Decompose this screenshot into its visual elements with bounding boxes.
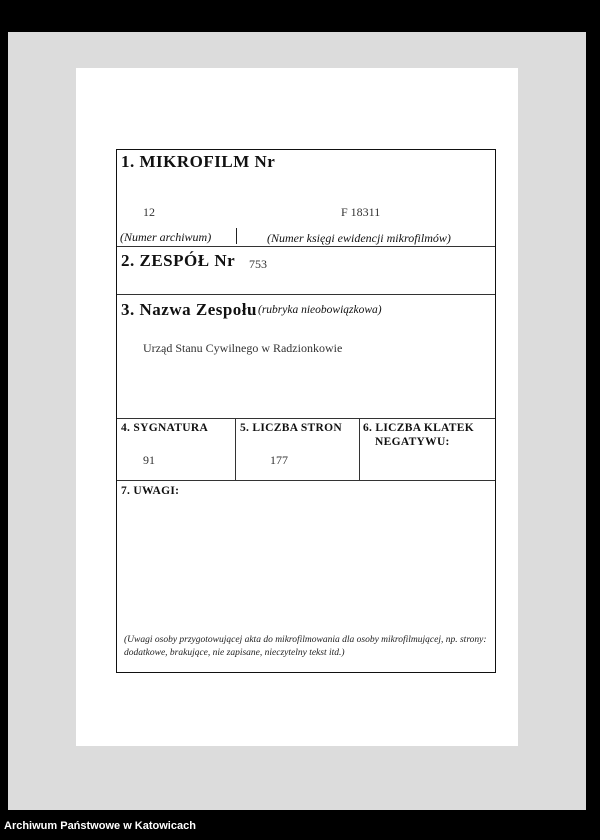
column-divider-1 <box>235 418 236 480</box>
divider-2 <box>117 294 495 295</box>
divider-3 <box>117 418 495 419</box>
archive-number-label: (Numer archiwum) <box>120 230 212 244</box>
uwagi-note: (Uwagi osoby przygotowującej akta do mikrofilmowania dla osoby mikrofilmującej, np. strony: dodatkowe, brakujące, nie zapisane, nieczytelny tekst itd.) <box>124 635 487 658</box>
sygnatura-value: 91 <box>143 453 155 467</box>
klatek-label-line1: 6. LICZBA KLATEK <box>363 422 474 434</box>
liczba-stron-label: 5. LICZBA STRON <box>240 422 342 434</box>
microfilm-form <box>116 149 496 673</box>
column-divider-2 <box>359 418 360 480</box>
mikrofilm-title: 1. MIKROFILM Nr <box>121 152 276 171</box>
klatek-label-line2: NEGATYWU: <box>375 436 450 448</box>
divider-4 <box>117 480 495 481</box>
film-number-value: F 18311 <box>341 205 381 219</box>
liczba-stron-value: 177 <box>270 453 288 467</box>
film-register-label: (Numer księgi ewidencji mikrofilmów) <box>267 231 451 245</box>
archive-source-caption: Archiwum Państwowe w Katowicach <box>4 820 196 832</box>
label-separator <box>236 228 237 244</box>
uwagi-label: 7. UWAGI: <box>121 485 180 497</box>
nazwa-value: Urząd Stanu Cywilnego w Radzionkowie <box>143 341 343 355</box>
sygnatura-label: 4. SYGNATURA <box>121 422 209 434</box>
divider-1 <box>117 246 495 247</box>
zespol-value: 753 <box>249 257 267 271</box>
archive-number-value: 12 <box>143 205 155 219</box>
zespol-label: 2. ZESPÓŁ Nr <box>121 251 236 270</box>
nazwa-note: (rubryka nieobowiązkowa) <box>258 304 382 316</box>
nazwa-label: 3. Nazwa Zespołu <box>121 300 257 319</box>
